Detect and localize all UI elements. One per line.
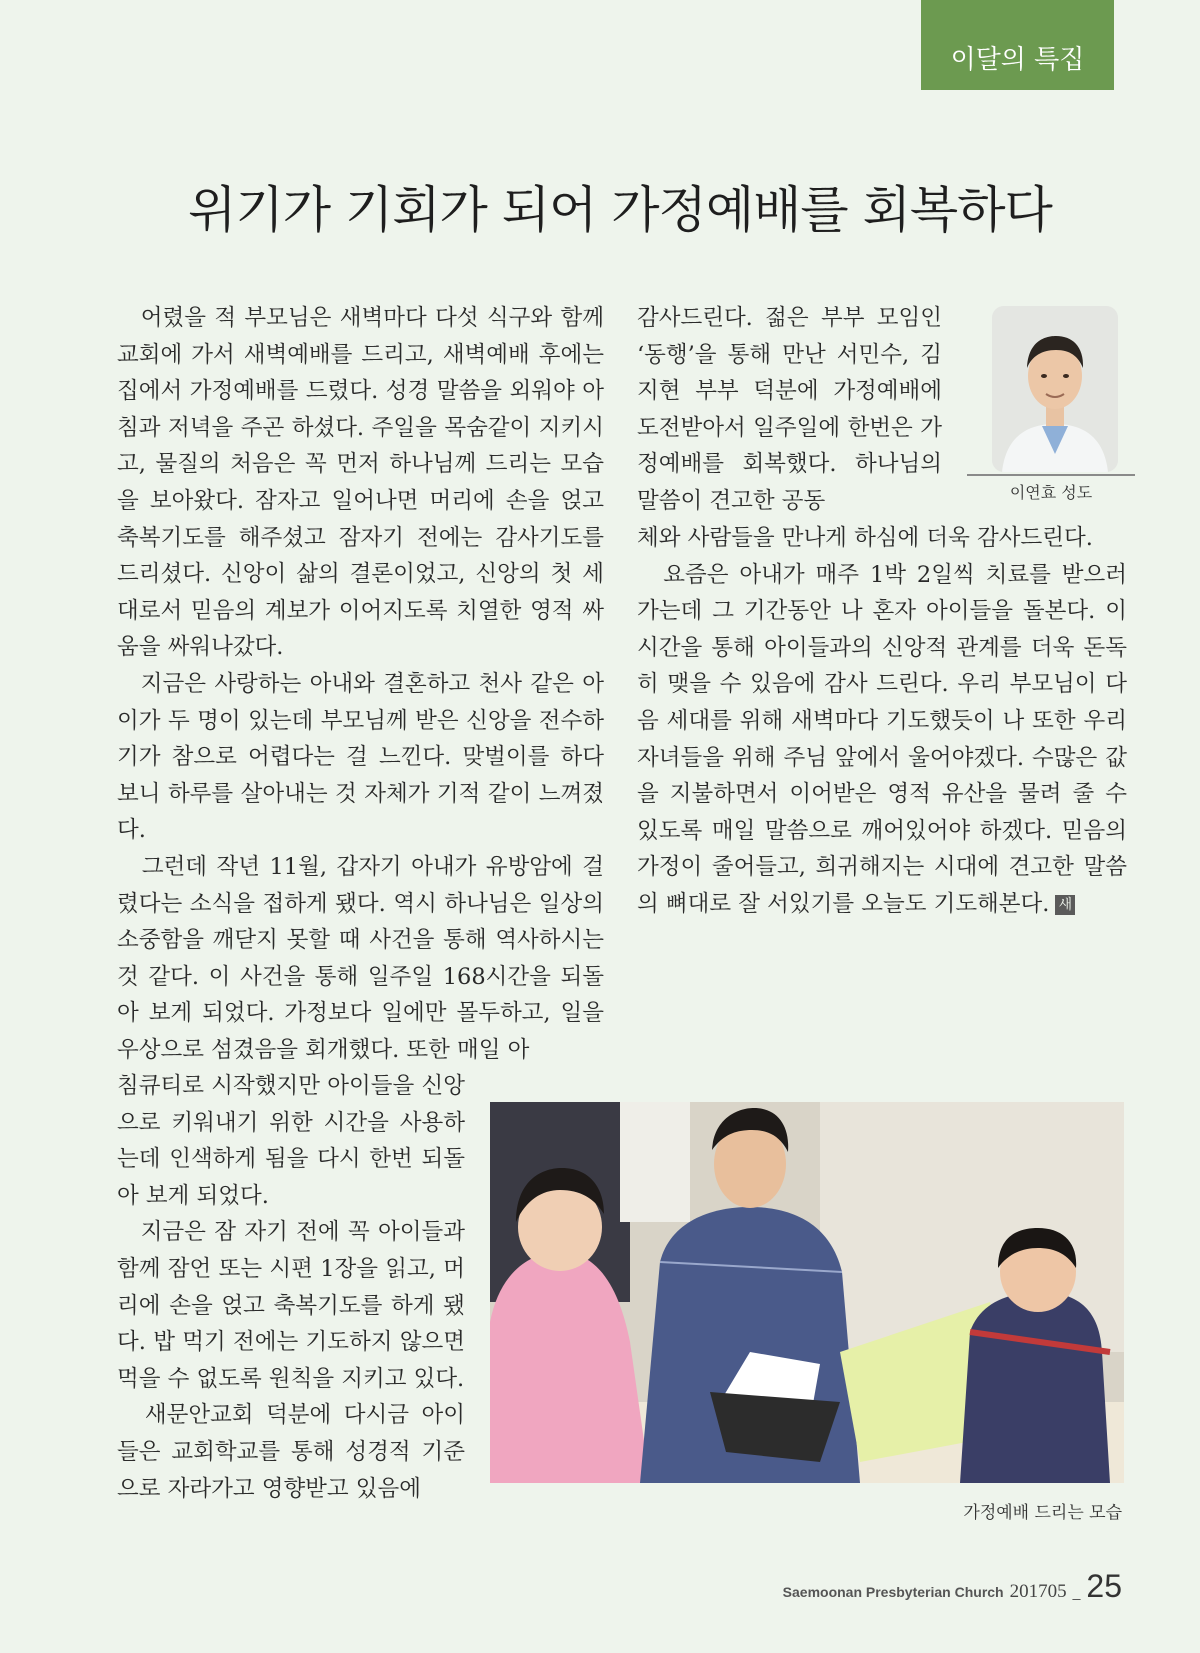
footer-separator: _ [1072,1584,1081,1600]
page-footer [783,1568,1122,1605]
portrait-illustration [992,306,1118,472]
photo-caption: 가정예배 드리는 모습 [963,1503,1122,1523]
portrait-caption: 이연효 성도 [1009,483,1093,502]
end-mark-icon: 새 [1055,895,1075,915]
church-name: Saemoonan Presbyterian Church [782,1584,1004,1600]
article-body-col1-top: 어렸을 적 부모님은 새벽마다 다섯 식구와 함께 교회에 가서 새벽예배를 드리고, 새벽예배 후에는 집에서 가정예배를 드렸다. 성경 말씀을 외워야 아침과 저녁을 주곤 하셨다. 주일을 목숨같이 지키시고, 물질의 처음은 꼭 먼저 하나님께 드리는 모습을 보아왔다. 잠자고 일어나면 머리에 손을 얹고 축복기도를 해주셨고 잠자기 전에는 감사기도를 드리셨다. 신앙이 삶의 결론이었고, 신앙의 첫 세대로서 믿음의 계보가 이어지도록 치열한 영적 싸움을 싸워나갔다. 지금은 사랑하는 아내와 결혼하고 천사 같은 아이가 두 명이 있는데 부모님께 받은 신앙을 전수하기가 참으로 어렵다는 걸 느낀다. 맞벌이를 하다 보니 하루를 살아내는 것 자체가 기적 같이 느껴졌다. 그런데 작년 11월, 갑자기 아내가 유방암에 걸렸다는 소식을 접하게 됐다. 역시 하나님은 일상의 소중함을 깨닫지 못할 때 사건을 통해 역사하시는 것 같다. 이 사건을 통해 일주일 168시간을 되돌아 보게 되었다. 가정보다 일에만 몰두하고, 일을 우상으로 섬겼음을 회개했다. 또한 매일 아 [117,305,604,1063]
portrait-divider [967,474,1135,476]
page-number: 25 [1086,1568,1122,1604]
article-body-col2-top: 감사드린다. 젊은 부부 모임인 ‘동행’을 통해 만난 서민수, 김지현 부부 덕분에 가정예배에 도전받아서 일주일에 한번은 가정예배를 회복했다. 하나님의 말씀이 견고한 공동 [637,305,942,514]
family-photo-illustration [490,1102,1124,1483]
article-title: 위기가 기회가 되어 가정예배를 회복하다 [188,181,1052,239]
section-tab: 이달의 특집 [921,0,1114,90]
article-body-col2-bottom [637,520,1127,923]
article-body-col2-text: 체와 사람들을 만나게 하심에 더욱 감사드린다. 요즘은 아내가 매주 1박 2일씩 치료를 받으러 가는데 그 기간동안 나 혼자 아이들을 돌본다. 이 시간을 통해 아이들과의 신앙적 관계를 더욱 돈독히 맺을 수 있음에 감사 드린다. 우리 부모님이 다음 세대를 위해 새벽마다 기도했듯이 나 또한 우리 자녀들을 위해 주님 앞에서 울어야겠다. 수많은 값을 지불하면서 이어받은 영적 유산을 물려 줄 수 있도록 매일 말씀으로 깨어있어야 하겠다. 믿음의 가정이 줄어들고, 희귀해지는 시대에 견고한 말씀의 뼈대로 잘 서있기를 오늘도 기도해본다. [637,525,1127,917]
article-body-col1-bottom: 침큐티로 시작했지만 아이들을 신앙으로 키워내기 위한 시간을 사용하는데 인색하게 됨을 다시 한번 되돌아 보게 되었다. 지금은 잠 자기 전에 꼭 아이들과 함께 잠언 또는 시편 1장을 읽고, 머리에 손을 얹고 축복기도를 하게 됐다. 밥 먹기 전에는 기도하지 않으면 먹을 수 없도록 원칙을 지키고 있다. 새문안교회 덕분에 다시금 아이들은 교회학교를 통해 성경적 기준으로 자라가고 영향받고 있음에 [117,1073,465,1502]
family-worship-photo [490,1102,1124,1483]
issue-number: 201705 [1009,1581,1067,1602]
author-portrait [992,306,1118,472]
